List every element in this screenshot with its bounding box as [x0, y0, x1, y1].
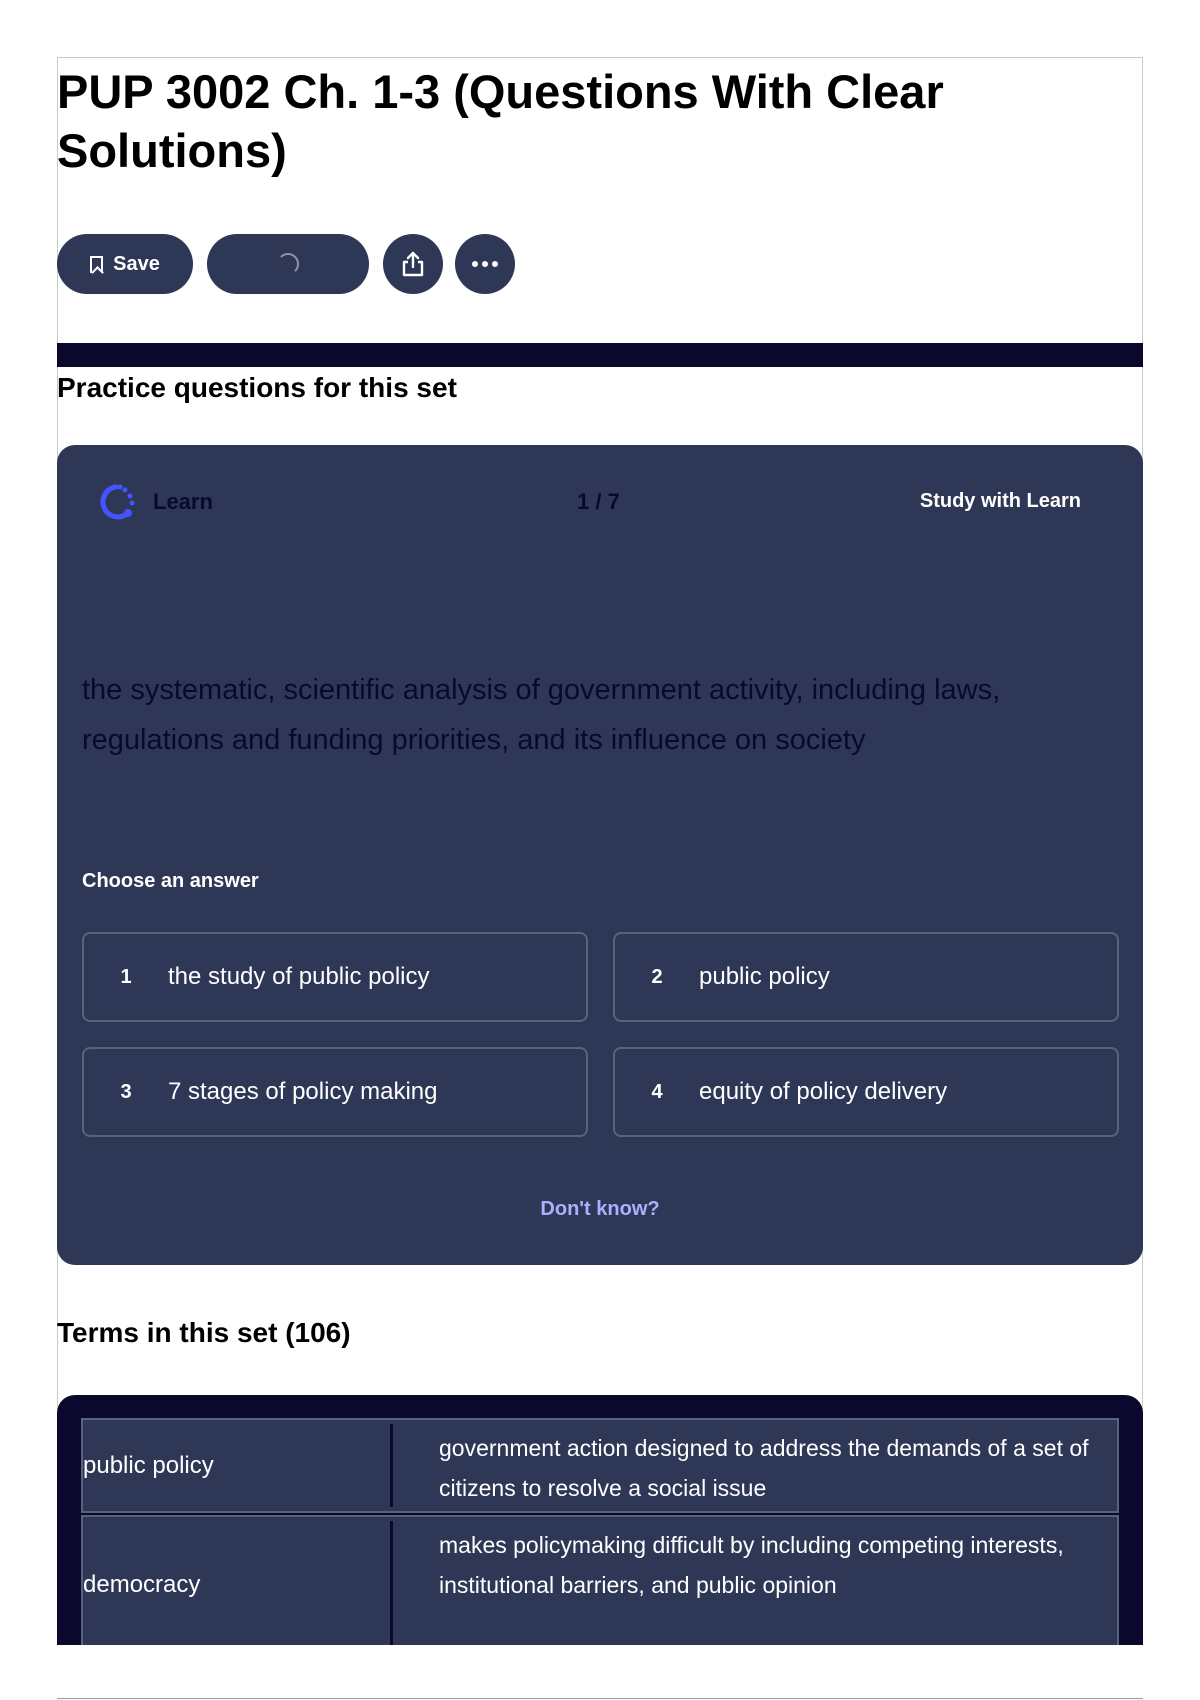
- answer-option-1[interactable]: [82, 932, 588, 1022]
- bottom-divider: [57, 1698, 1143, 1699]
- option-number: 4: [651, 1080, 663, 1103]
- question-progress: 1 / 7: [577, 489, 620, 514]
- divider-band: [57, 343, 1143, 367]
- learn-logo-icon: [95, 481, 137, 523]
- spinner-icon: [277, 253, 299, 275]
- option-text: 7 stages of policy making: [168, 1078, 438, 1105]
- term-cell: public policy: [83, 1424, 393, 1507]
- bookmark-icon: [90, 256, 103, 273]
- term-cell: democracy: [83, 1521, 393, 1645]
- more-options-button[interactable]: [455, 234, 515, 294]
- choose-answer-label: Choose an answer: [82, 870, 259, 892]
- save-button[interactable]: [57, 234, 193, 294]
- option-text: equity of policy delivery: [699, 1078, 948, 1105]
- option-number: 2: [651, 965, 663, 988]
- share-icon: [400, 250, 426, 278]
- loading-button[interactable]: [207, 234, 369, 294]
- dont-know-button[interactable]: Don't know?: [540, 1198, 660, 1220]
- ellipsis-icon: [471, 260, 499, 268]
- learn-mode-label: Learn: [153, 489, 213, 514]
- study-with-learn-link[interactable]: Study with Learn: [919, 490, 1081, 512]
- option-text: the study of public policy: [168, 963, 430, 990]
- save-label: Save: [113, 252, 160, 275]
- page-title: PUP 3002 Ch. 1-3 (Questions With Clear Solutions): [57, 65, 944, 177]
- question-definition: the systematic, scientific analysis of government activity, including laws, regulations and funding priorities, and its influence on society: [82, 674, 1001, 756]
- definition-cell: government action designed to address the demands of a set of citizens to resolve a social issue: [439, 1435, 1089, 1501]
- share-button[interactable]: [383, 234, 443, 294]
- terms-table: [57, 1395, 1143, 1645]
- answer-option-3[interactable]: [82, 1047, 588, 1137]
- option-text: public policy: [699, 963, 830, 990]
- answer-option-2[interactable]: [613, 932, 1119, 1022]
- learn-card: [57, 445, 1143, 1265]
- table-row: [81, 1515, 1119, 1645]
- table-row: [81, 1418, 1119, 1513]
- definition-cell: makes policymaking difficult by including competing interests, institutional barriers, and public opinion: [439, 1532, 1064, 1598]
- terms-heading: Terms in this set (106): [57, 1317, 351, 1348]
- answer-option-4[interactable]: [613, 1047, 1119, 1137]
- option-number: 1: [120, 965, 132, 988]
- option-number: 3: [120, 1080, 132, 1103]
- practice-heading: Practice questions for this set: [57, 372, 457, 403]
